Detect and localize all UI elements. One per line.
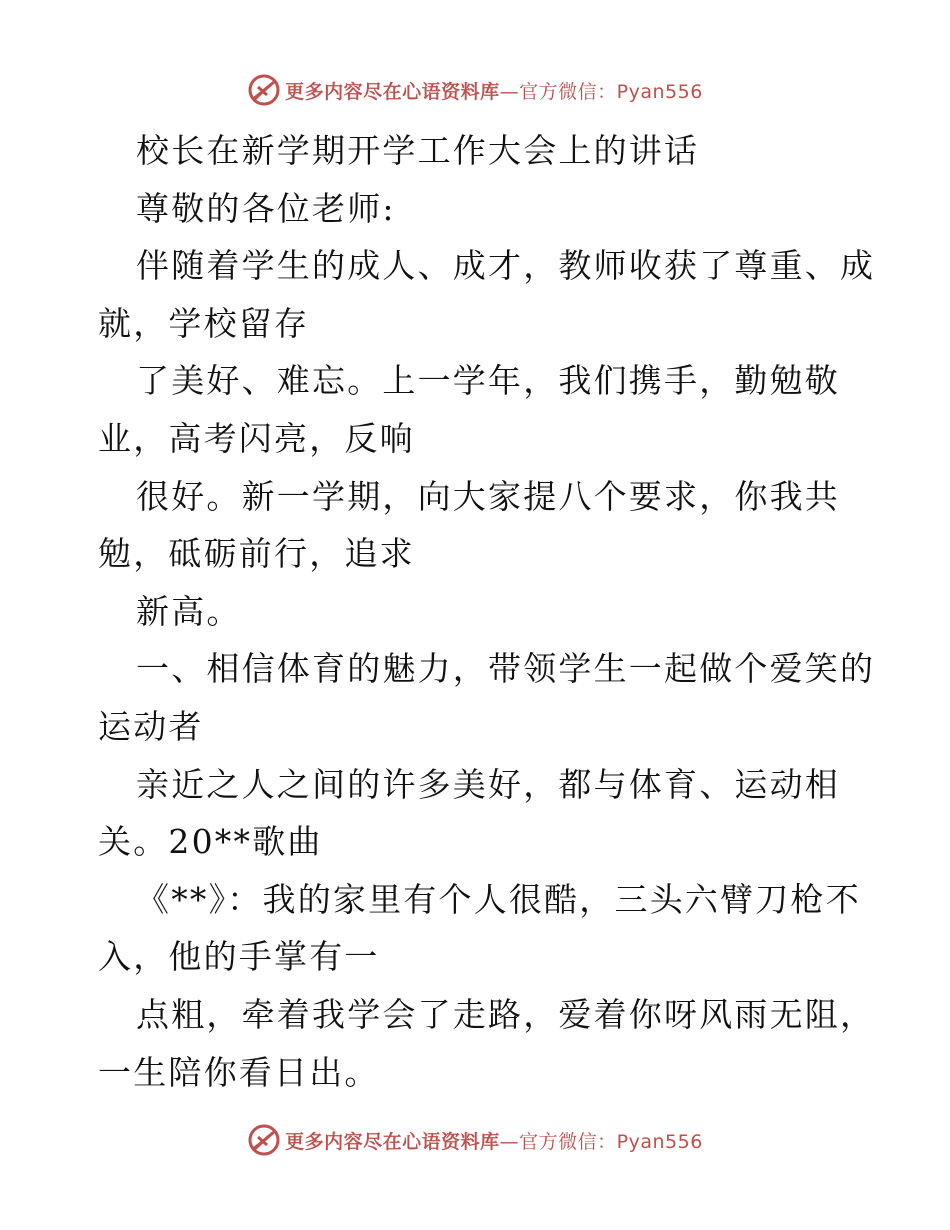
header-banner (0, 70, 950, 110)
logo-icon (247, 1123, 281, 1157)
paragraph-line: 很好。新一学期，向大家提八个要求，你我共 (136, 476, 840, 516)
section-heading: 一、相信体育的魅力，带领学生一起做个爱笑的 (136, 649, 876, 689)
document-body (98, 122, 876, 1101)
banner-title: 更多内容尽在心语资料库 (285, 80, 500, 103)
salutation: 尊敬的各位老师: (136, 188, 396, 228)
paragraph-line: 点粗，牵着我学会了走路，爱着你呀风雨无阻， (136, 994, 876, 1034)
document-title: 校长在新学期开学工作大会上的讲话 (136, 131, 700, 170)
footer-banner (0, 1120, 950, 1160)
section-heading: 运动者 (98, 706, 204, 746)
paragraph-line: 勉，砥砺前行，追求 (98, 534, 415, 574)
banner-wechat: —官方微信：Pyan556 (499, 1130, 703, 1153)
banner-wechat: —官方微信：Pyan556 (499, 80, 703, 103)
paragraph-line: 《**》：我的家里有个人很酷，三头六臂刀枪不 (136, 879, 861, 919)
banner-text (285, 77, 703, 104)
paragraph-line: 一生陪你看日出。 (98, 1052, 380, 1092)
paragraph-line: 亲近之人之间的许多美好，都与体育、运动相 (136, 764, 840, 804)
paragraph-line: 新高。 (136, 591, 242, 631)
logo-icon (247, 73, 281, 107)
banner-title: 更多内容尽在心语资料库 (285, 1130, 500, 1153)
paragraph-line: 伴随着学生的成人、成才，教师收获了尊重、成 (136, 246, 876, 286)
paragraph-line: 关。20**歌曲 (98, 822, 323, 862)
banner-text (285, 1127, 703, 1154)
paragraph-line: 了美好、难忘。上一学年，我们携手，勤勉敬 (136, 361, 840, 401)
paragraph-line: 业，高考闪亮，反响 (98, 418, 415, 458)
paragraph-line: 入，他的手掌有一 (98, 937, 380, 977)
paragraph-line: 就，学校留存 (98, 303, 310, 343)
